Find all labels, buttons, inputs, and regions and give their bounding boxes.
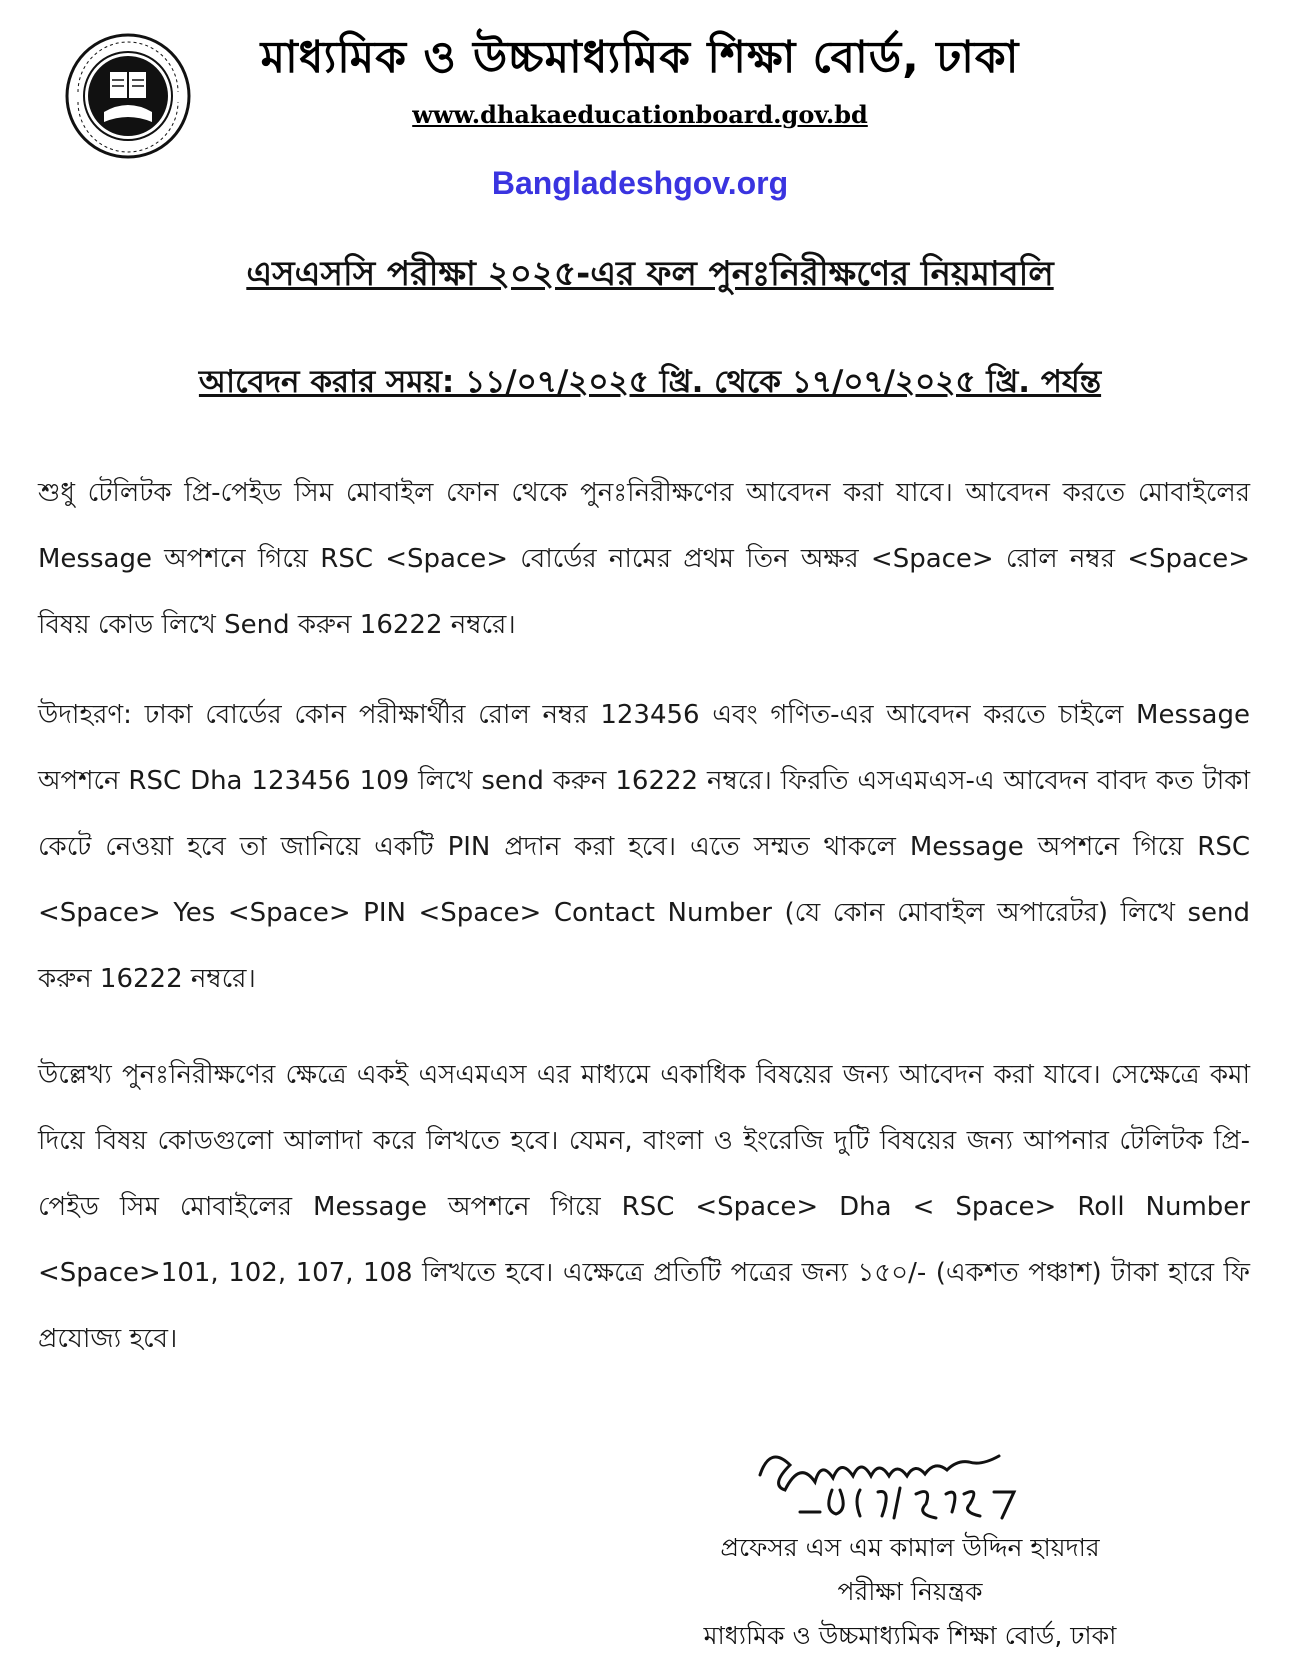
signatory-office: মাধ্যমিক ও উচ্চমাধ্যমিক শিক্ষা বোর্ড, ঢাকা (703, 1621, 1117, 1650)
application-time: আবেদন করার সময়: ১১/০৭/২০২৫ খ্রি. থেকে ১৭/০৭/২০২৫ খ্রি. পর্যন্ত (198, 364, 1102, 400)
board-name-heading: মাধ্যমিক ও উচ্চমাধ্যমিক শিক্ষা বোর্ড, ঢাকা (260, 32, 1020, 83)
example-paragraph: উদাহরণ: ঢাকা বোর্ডের কোন পরীক্ষার্থীর রোল নম্বর 123456 এবং গণিত-এর আবেদন করতে চাইলে Message অপশনে RSC Dha 123456 109 লিখে send করুন 16222 নম্বরে। ফিরতি এসএমএস-এ আবেদন বাবদ কত টাকা কেটে নেওয়া হবে তা জানিয়ে একটি PIN প্রদান করা হবে। এতে সম্মত থাকলে Message অপশনে গিয়ে RSC <Space> Yes <Space> PIN <Space> Contact Number (যে কোন মোবাইল অপারেটর) লিখে send করুন 16222 নম্বরে। (38, 700, 1250, 994)
notice-title: এসএসসি পরীক্ষা ২০২৫-এর ফল পুনঃনিরীক্ষণের নিয়মাবলি (246, 254, 1054, 294)
instruction-paragraph: শুধু টেলিটক প্রি-পেইড সিম মোবাইল ফোন থেকে পুনঃনিরীক্ষণের আবেদন করা যাবে। আবেদন করতে মোবাইলের Message অপশনে গিয়ে RSC <Space> বোর্ডের নামের প্রথম তিন অক্ষর <Space> রোল নম্বর <Space> বিষয় কোড লিখে Send করুন 16222 নম্বরে। (38, 478, 1250, 640)
signatory-designation: পরীক্ষা নিয়ন্ত্রক (837, 1577, 983, 1606)
handwritten-signature (740, 1420, 1120, 1530)
board-seal-logo (64, 32, 192, 160)
board-website: www.dhakaeducationboard.gov.bd (412, 100, 868, 129)
signatory-name: প্রফেসর এস এম কামাল উদ্দিন হায়দার (720, 1533, 1100, 1562)
note-paragraph: উল্লেখ্য পুনঃনিরীক্ষণের ক্ষেত্রে একই এসএমএস এর মাধ্যমে একাধিক বিষয়ের জন্য আবেদন করা যাবে। সেক্ষেত্রে কমা দিয়ে বিষয় কোডগুলো আলাদা করে লিখতে হবে। যেমন, বাংলা ও ইংরেজি দুটি বিষয়ের জন্য আপনার টেলিটক প্রি-পেইড সিম মোবাইলের Message অপশনে গিয়ে RSC <Space> Dha < Space> Roll Number <Space>101, 102, 107, 108 লিখতে হবে। এক্ষেত্রে প্রতিটি পত্রের জন্য ১৫০/- (একশত পঞ্চাশ) টাকা হারে ফি প্রযোজ্য হবে। (38, 1060, 1250, 1354)
watermark-text: Bangladeshgov.org (491, 165, 789, 201)
